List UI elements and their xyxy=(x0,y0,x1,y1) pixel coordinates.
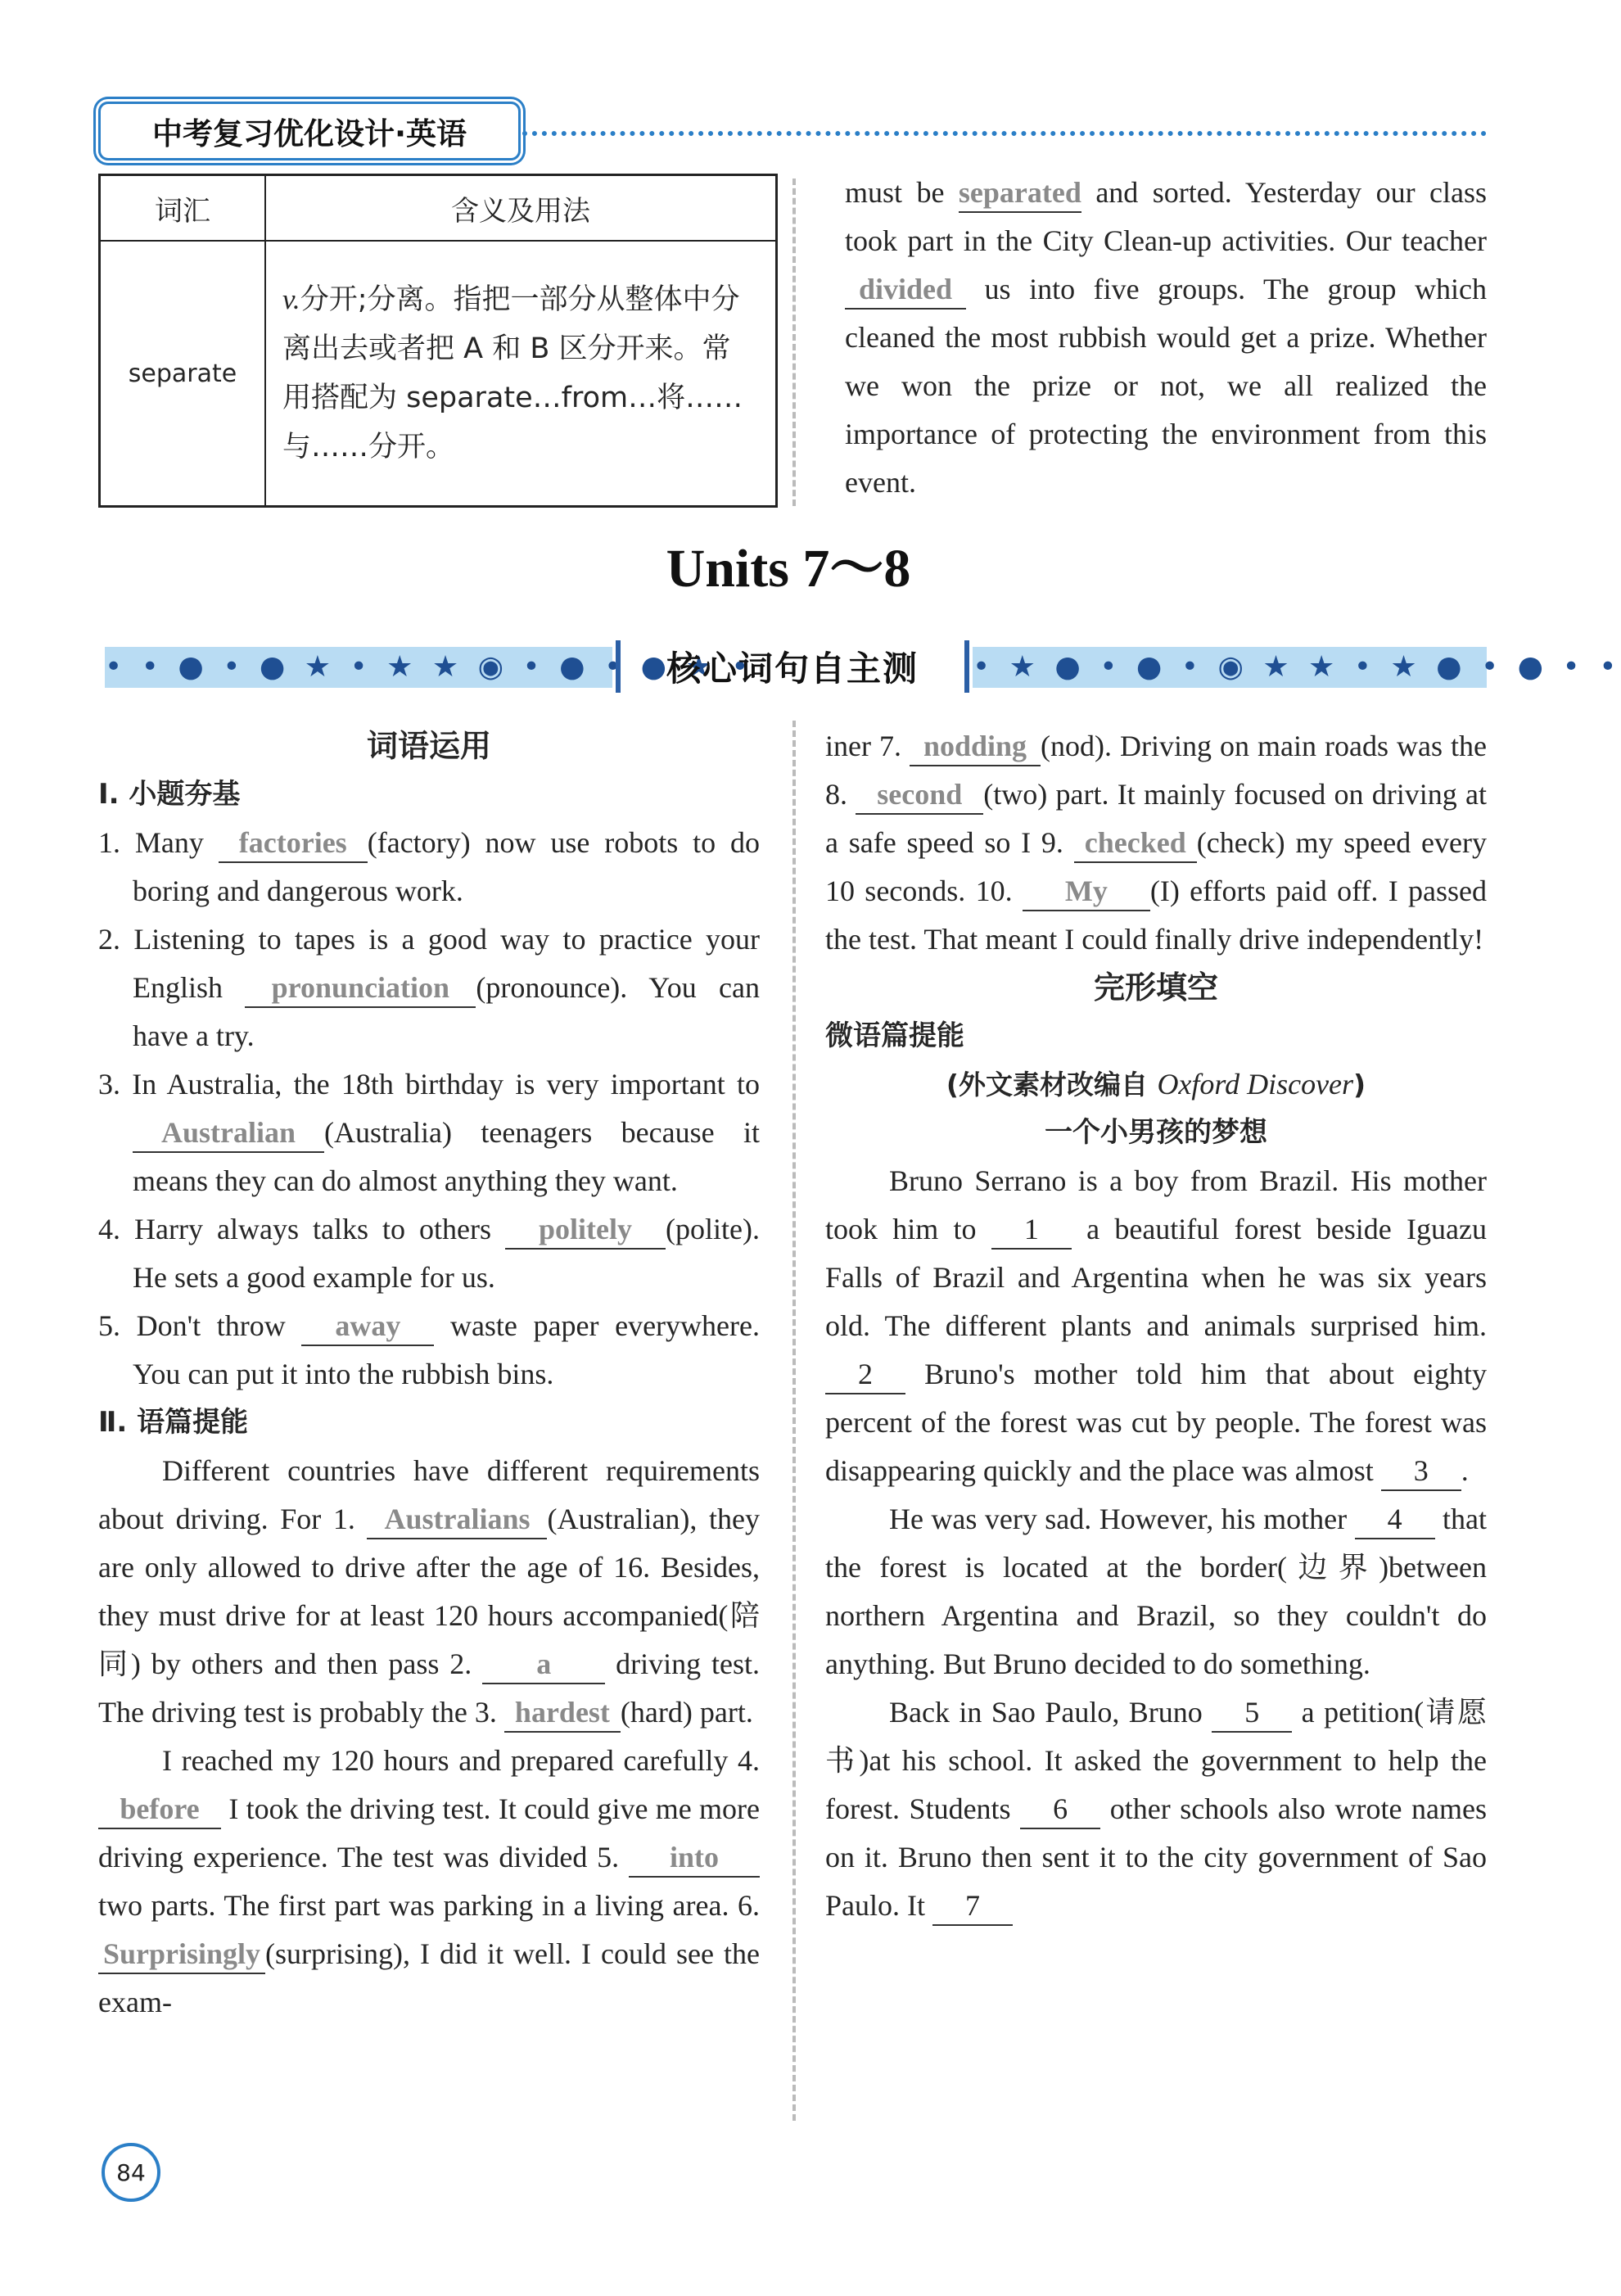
answer-blank xyxy=(301,1307,434,1346)
text-run: a beautiful forest beside Iguazu Falls of Brazil and Argentina when he was six years old. The different plants and animals surprised him. xyxy=(825,1213,1487,1342)
source-book: Oxford Discover xyxy=(1157,1068,1354,1101)
blank-number: 1 xyxy=(1023,1213,1039,1245)
text-run: (polite). He sets a good example for us. xyxy=(133,1213,760,1294)
text-run: 5. Don't throw xyxy=(98,1309,302,1342)
text-run: 2. Listening to tapes is a good way to practice your English xyxy=(98,923,760,1004)
answer-blank xyxy=(1074,824,1197,863)
blank-number: 6 xyxy=(1053,1792,1068,1825)
text-run: (check) my speed every 10 seconds. 10. xyxy=(825,826,1487,907)
header-dotted-rule xyxy=(522,131,1487,142)
section-title-word-use: 词语运用 xyxy=(366,728,491,764)
book-title-header xyxy=(98,102,521,160)
book-title: 中考复习优化设计·英语 xyxy=(151,116,467,151)
answer-blank xyxy=(482,1645,605,1684)
answer-blank xyxy=(133,1114,324,1153)
page-number: 84 xyxy=(102,2143,160,2202)
answer-text: Surprisingly xyxy=(102,1937,261,1970)
cloze-paragraph-1 xyxy=(825,1157,1487,1495)
answer-text: hardest xyxy=(514,1696,610,1729)
banner-deco-right: • ★ ● • ● • ◉ ★ ★ • ★ ● • ● • • xyxy=(973,647,1487,688)
part2-title: Ⅱ. 语篇提能 xyxy=(98,1406,249,1439)
answer-blank xyxy=(1023,872,1150,911)
banner-title: 核心词句自主测 xyxy=(616,640,969,693)
text-run: Bruno's mother told him that about eighty percent of the forest was cut by people. The forest was disappearing quickly and the place was almost xyxy=(825,1358,1487,1487)
text-run: waste paper everywhere. You can put it into the rubbish bins. xyxy=(133,1309,760,1390)
text-run: Bruno Serrano is a boy from Brazil. His mother took him to xyxy=(825,1164,1487,1245)
text-run: (nod). Driving on main roads was the 8. xyxy=(825,730,1487,811)
text-run: Back in Sao Paulo, Bruno xyxy=(889,1696,1212,1729)
text-run: other schools also wrote names on it. Bruno then sent it to the city government of Sao Paulo. It xyxy=(825,1792,1487,1922)
unit-title: Units 7～8 xyxy=(666,539,911,599)
answer-blank xyxy=(505,1210,666,1250)
answer-text: Australians xyxy=(384,1503,531,1535)
cloze-source xyxy=(825,1060,1487,1109)
question-1 xyxy=(98,819,760,915)
blank-number: 7 xyxy=(965,1889,980,1922)
text-run: iner 7. xyxy=(825,730,910,762)
column-divider-main xyxy=(792,721,796,2121)
question-5 xyxy=(98,1302,760,1399)
answer-text: Australian xyxy=(160,1116,296,1149)
cloze-blank xyxy=(1020,1790,1100,1829)
source-prefix: (外文素材改编自 xyxy=(946,1069,1158,1101)
part1-title: Ⅰ. 小题夯基 xyxy=(98,778,241,811)
blank-number: 4 xyxy=(1387,1503,1402,1535)
answer-blank xyxy=(504,1693,621,1733)
answer-blank xyxy=(629,1838,760,1878)
question-4 xyxy=(98,1205,760,1302)
text-run: (Australian), they are only allowed to drive after the age of 16. Besides, they must drive for at least 120 hours accompanied(陪同) by others and then pass 2. xyxy=(98,1503,761,1680)
answer-text: away xyxy=(335,1309,401,1342)
vocab-pos: v. xyxy=(282,283,300,315)
text-run: 4. Harry always talks to others xyxy=(98,1213,506,1245)
answer-text: politely xyxy=(539,1213,633,1245)
answer-blank xyxy=(910,727,1041,766)
vocab-meaning: 分开;分离。指把一部分从整体中分离出去或者把 A 和 B 区分开来。常用搭配为 separate…from…将……与……分开。 xyxy=(282,283,743,463)
cloze-blank xyxy=(1381,1452,1461,1491)
text-run: He was very sad. However, his mother xyxy=(889,1503,1355,1535)
blank-number: 3 xyxy=(1413,1454,1429,1487)
answer-blank xyxy=(98,1935,265,1974)
blank-number: 2 xyxy=(858,1358,873,1390)
answer-blank xyxy=(959,174,1081,213)
answer-text: before xyxy=(120,1792,200,1825)
text-run: must be xyxy=(845,176,959,209)
answer-text: nodding xyxy=(923,730,1027,762)
answer-text: factories xyxy=(238,826,347,859)
cloze-blank xyxy=(825,1355,905,1394)
text-run: (factory) now use robots to do boring and dangerous work. xyxy=(133,826,760,907)
vocab-header-meaning: 含义及用法 xyxy=(265,175,777,242)
answer-blank xyxy=(856,775,983,815)
cloze-subtitle: 微语篇提能 xyxy=(825,1019,964,1052)
passage-paragraph-1 xyxy=(98,1447,760,1737)
top-right-text xyxy=(845,169,1487,507)
right-column xyxy=(825,722,1487,1930)
answer-text: a xyxy=(536,1647,552,1680)
text-run: I took the driving test. It could give me more driving experience. The test was divided 5. xyxy=(98,1792,760,1873)
question-2 xyxy=(98,915,760,1060)
answer-blank xyxy=(219,824,368,863)
text-run: (surprising), I did it well. I could see the exam- xyxy=(98,1937,760,2018)
vocab-table xyxy=(98,174,778,508)
text-run: 3. In Australia, the 18th birthday is very important to xyxy=(98,1068,760,1101)
text-run: a petition(请愿书)at his school. It asked the government to help the forest. Students xyxy=(825,1696,1487,1825)
story-title: 一个小男孩的梦想 xyxy=(1045,1116,1267,1149)
answer-text: into xyxy=(669,1841,719,1873)
blank-number: 5 xyxy=(1244,1696,1260,1729)
vocab-header-word: 词汇 xyxy=(100,175,266,242)
cloze-paragraph-3 xyxy=(825,1688,1487,1930)
answer-text: separated xyxy=(958,176,1081,209)
vocab-table-row xyxy=(100,241,777,507)
cloze-blank xyxy=(932,1887,1013,1926)
text-run: I reached my 120 hours and prepared carefully 4. xyxy=(162,1744,760,1777)
text-run: (pronounce). You can have a try. xyxy=(133,971,760,1052)
text-run: 1. Many xyxy=(98,826,219,859)
text-run: that the forest is located at the border(边界)between northern Argentina and Brazil, so they couldn't do anything. But Bruno decided to do something. xyxy=(825,1503,1487,1680)
answer-blank xyxy=(98,1790,221,1829)
text-run: (two) part. It mainly focused on driving at a safe speed so I 9. xyxy=(825,778,1488,859)
column-divider-top xyxy=(792,179,796,506)
cloze-blank xyxy=(991,1210,1072,1250)
banner-deco-left: • • ● • ● ★ • ★ ★ ◉ • ● • ● ★ • xyxy=(105,647,612,688)
cloze-blank xyxy=(1212,1693,1292,1733)
answer-text: divided xyxy=(858,273,953,305)
cloze-paragraph-2 xyxy=(825,1495,1487,1688)
answer-blank xyxy=(845,270,966,310)
vocab-meaning-cell xyxy=(265,241,777,507)
passage-paragraph-2 xyxy=(98,1737,760,2027)
text-run: two parts. The first part was parking in a living area. 6. xyxy=(98,1889,760,1922)
text-run: Different countries have different requirements about driving. For 1. xyxy=(98,1454,760,1535)
answer-text: My xyxy=(1064,875,1108,907)
text-run: and sorted. Yesterday our class took part in the City Clean-up activities. Our teacher xyxy=(845,176,1487,257)
separate-example-paragraph xyxy=(845,169,1487,507)
text-run: driving test. The driving test is probably the 3. xyxy=(98,1647,760,1729)
text-run: us into five groups. The group which cleaned the most rubbish would get a prize. Whether we won the prize or not, we all realized the importance of protecting the environment from this event. xyxy=(845,273,1487,499)
text-run: . xyxy=(1461,1454,1469,1487)
text-run: (hard) part. xyxy=(620,1696,753,1729)
section-title-cloze: 完形填空 xyxy=(1093,969,1218,1006)
text-run: (I) efforts paid off. I passed the test. That meant I could finally drive independently! xyxy=(825,875,1487,956)
answer-text: second xyxy=(877,778,963,811)
question-3 xyxy=(98,1060,760,1205)
source-suffix: ) xyxy=(1353,1069,1366,1101)
answer-text: pronunciation xyxy=(271,971,450,1004)
answer-blank xyxy=(245,969,476,1008)
vocab-table-header-row xyxy=(100,175,777,242)
text-run: (Australia) teenagers because it means they can do almost anything they want. xyxy=(133,1116,760,1197)
left-column xyxy=(98,722,760,2027)
vocab-word: separate xyxy=(100,241,266,507)
cloze-blank xyxy=(1355,1500,1435,1539)
passage-continued xyxy=(825,722,1487,964)
answer-blank xyxy=(367,1500,547,1539)
answer-text: checked xyxy=(1084,826,1186,859)
